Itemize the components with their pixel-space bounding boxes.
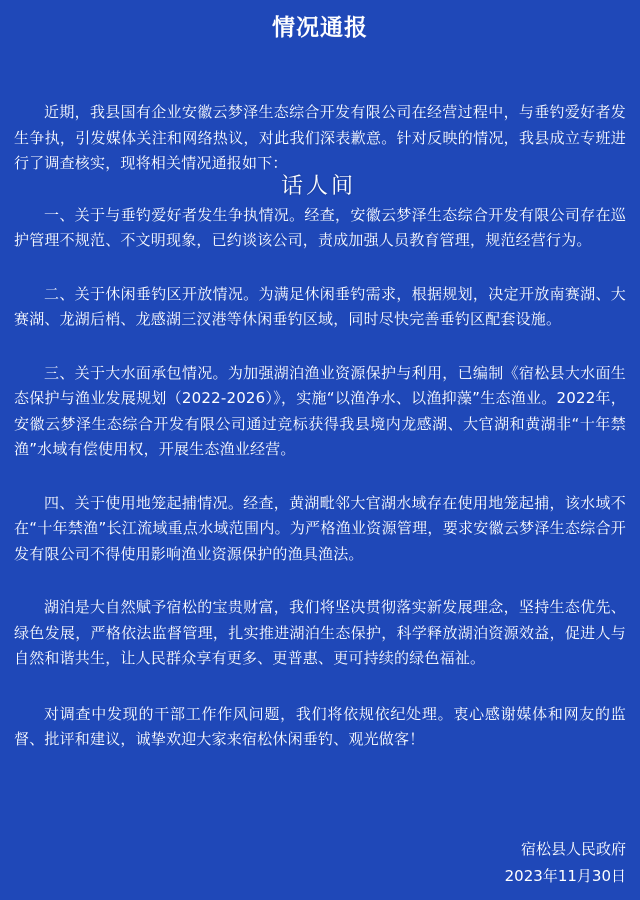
paragraph-lake-ecology: 湖泊是大自然赋予宿松的宝贵财富，我们将坚决贯彻落实新发展理念，坚持生态优先、绿色发展，严格依法监督管理，扎实推进湖泊生态保护，科学释放湖泊资源效益，促进人与自然和谐共生，让人民群众享有更多、更普惠、更可持续的绿色福祉。 [14, 598, 626, 667]
paragraph-closing: 对调查中发现的干部工作作风问题，我们将依规依纪处理。衷心感谢媒体和网友的监督、批评和建议，诚挚欢迎大家来宿松休闲垂钓、观光做客！ [14, 704, 626, 748]
paragraph-fishing-areas: 二、关于休闲垂钓区开放情况。为满足休闲垂钓需求，根据规划，决定开放南赛湖、大赛湖、龙湖后梢、龙感湖三汊港等休闲垂钓区域，同时尽快完善垂钓区配套设施。 [14, 284, 626, 328]
signature-block [505, 836, 626, 890]
paragraph-intro: 近期，我县国有企业安徽云梦泽生态综合开发有限公司在经营过程中，与垂钓爱好者发生争执，引发媒体关注和网络热议，对此我们深表歉意。针对反映的情况，我县成立专班进行了调查核实，现将相关情况通报如下： [14, 103, 626, 172]
document-title: 情况通报 [272, 15, 368, 41]
paragraph-dispute: 一、关于与垂钓爱好者发生争执情况。经查，安徽云梦泽生态综合开发有限公司存在巡护管理不规范、不文明现象，已约谈该公司，责成加强人员教育管理，规范经营行为。 [14, 205, 626, 249]
paragraph-cage-nets: 四、关于使用地笼起捕情况。经查，黄湖毗邻大官湖水域存在使用地笼起捕，该水域不在“十年禁渔”长江流域重点水域范围内。为严格渔业资源管理，要求安徽云梦泽生态综合开发有限公司不得使用影响渔业资源保护的渔具渔法。 [14, 493, 626, 563]
issue-date: 2023年11月30日 [504, 867, 626, 885]
paragraph-water-contract: 三、关于大水面承包情况。为加强湖泊渔业资源保护与利用，已编制《宿松县大水面生态保护与渔业发展规划（2022-2026）》，实施“以渔净水、以渔抑藻”生态渔业。2022年，安徽云梦泽生态综合开发有限公司通过竞标获得我县境内龙感湖、大官湖和黄湖非“十年禁渔”水域有偿使用权，开展生态渔业经营。 [14, 363, 626, 458]
issuer-name: 宿松县人民政府 [520, 840, 626, 858]
watermark: 话人间 [281, 174, 357, 199]
